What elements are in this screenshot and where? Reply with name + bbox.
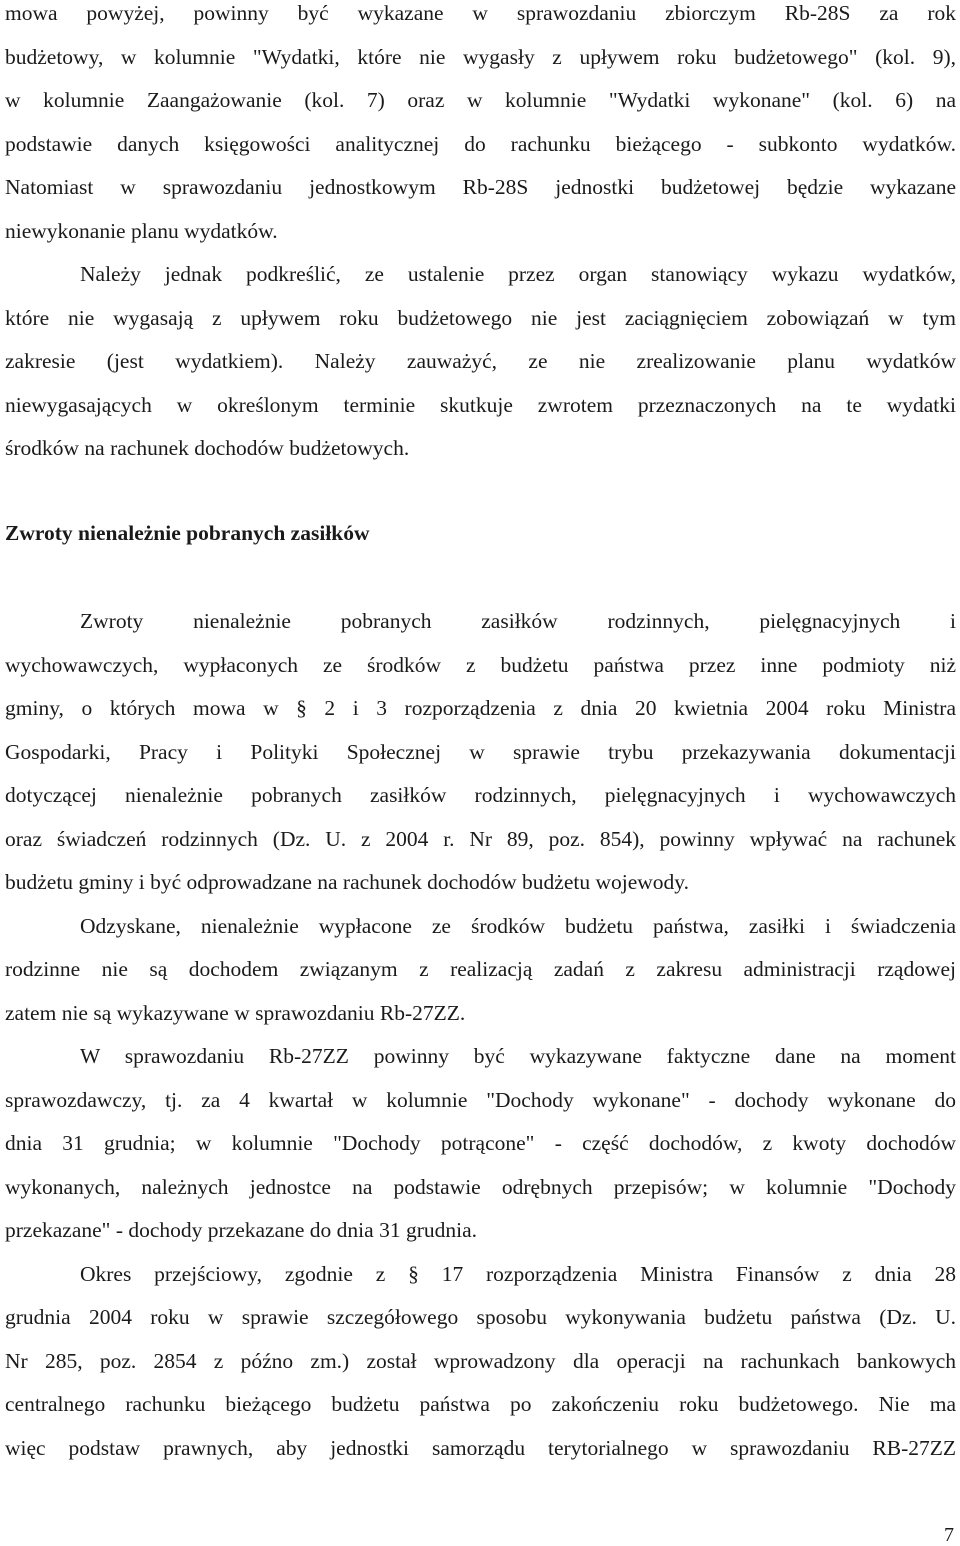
text-line: Zwroty nienależnie pobranych zasiłków rodzinnych, pielęgnacyjnych i [80, 609, 956, 633]
section-heading: Zwroty nienależnie pobranych zasiłków [5, 521, 370, 545]
text-line: środków na rachunek dochodów budżetowych. [5, 436, 410, 460]
text-line: zatem nie są wykazywane w sprawozdaniu Rb-27ZZ. [5, 1000, 466, 1025]
text-line: podstawie danych księgowości analitycznej do rachunku bieżącego - subkonto wydatków. [5, 131, 956, 156]
text-line: Gospodarki, Pracy i Polityki Społecznej w sprawie trybu przekazywania dokumentacji [5, 739, 956, 764]
text-line: budżetu gminy i być odprowadzane na rachunek dochodów budżetu wojewody. [5, 870, 690, 894]
text-line: Należy jednak podkreślić, ze ustalenie przez organ stanowiący wykazu wydatków, [80, 262, 956, 286]
text-line: Odzyskane, nienależnie wypłacone ze środków budżetu państwa, zasiłki i świadczenia [80, 913, 956, 938]
text-line: wychowawczych, wypłaconych ze środków z budżetu państwa przez inne podmioty niż [5, 652, 956, 677]
text-line: które nie wygasają z upływem roku budżetowego nie jest zaciągnięciem zobowiązań w tym [5, 305, 956, 330]
text-line: mowa powyżej, powinny być wykazane w sprawozdaniu zbiorczym Rb-28S za rok [5, 1, 956, 25]
text-line: wykonanych, należnych jednostce na podstawie odrębnych przepisów; w kolumnie "Dochody [5, 1174, 956, 1199]
text-line: w kolumnie Zaangażowanie (kol. 7) oraz w kolumnie "Wydatki wykonane" (kol. 6) na [5, 88, 956, 112]
text-line: więc podstaw prawnych, aby jednostki samorządu terytorialnego w sprawozdaniu RB-27ZZ [5, 1435, 956, 1460]
text-line: niewykonanie planu wydatków. [5, 218, 278, 243]
text-line: oraz świadczeń rodzinnych (Dz. U. z 2004 r. Nr 89, poz. 854), powinny wpływać na rachunek [5, 826, 956, 851]
text-line: Nr 285, poz. 2854 z późno zm.) został wprowadzony dla operacji na rachunkach bankowych [5, 1348, 956, 1373]
text-line: gminy, o których mowa w § 2 i 3 rozporządzenia z dnia 20 kwietnia 2004 roku Ministra [5, 696, 956, 720]
text-line: przekazane" - dochody przekazane do dnia 31 grudnia. [5, 1218, 478, 1242]
text-line: W sprawozdaniu Rb-27ZZ powinny być wykazywane faktyczne dane na moment [80, 1044, 956, 1068]
text-line: rodzinne nie są dochodem związanym z realizacją zadań z zakresu administracji rządowej [5, 957, 956, 981]
text-line: centralnego rachunku bieżącego budżetu państwa po zakończeniu roku budżetowego. Nie ma [5, 1392, 956, 1416]
text-line: zakresie (jest wydatkiem). Należy zauważyć, ze nie zrealizowanie planu wydatków [5, 349, 956, 373]
paragraph-group-body [5, 600, 956, 1470]
text-line: Natomiast w sprawozdaniu jednostkowym Rb-28S jednostki budżetowej będzie wykazane [5, 175, 956, 199]
text-line: grudnia 2004 roku w sprawie szczegółowego sposobu wykonywania budżetu państwa (Dz. U. [5, 1305, 956, 1329]
text-line: Okres przejściowy, zgodnie z § 17 rozporządzenia Ministra Finansów z dnia 28 [80, 1261, 956, 1286]
text-line: dnia 31 grudnia; w kolumnie "Dochody potrącone" - część dochodów, z kwoty dochodów [5, 1131, 956, 1155]
text-line: budżetowy, w kolumnie "Wydatki, które nie wygasły z upływem roku budżetowego" (kol. 9), [5, 44, 956, 69]
text-line: sprawozdawczy, tj. za 4 kwartał w kolumnie "Dochody wykonane" - dochody wykonane do [5, 1087, 956, 1112]
text-line: dotyczącej nienależnie pobranych zasiłków rodzinnych, pielęgnacyjnych i wychowawczych [5, 783, 956, 807]
paragraph-group-top [5, 0, 956, 471]
page-number: 7 [944, 1524, 954, 1546]
text-line: niewygasających w określonym terminie skutkuje zwrotem przeznaczonych na te wydatki [5, 392, 956, 417]
